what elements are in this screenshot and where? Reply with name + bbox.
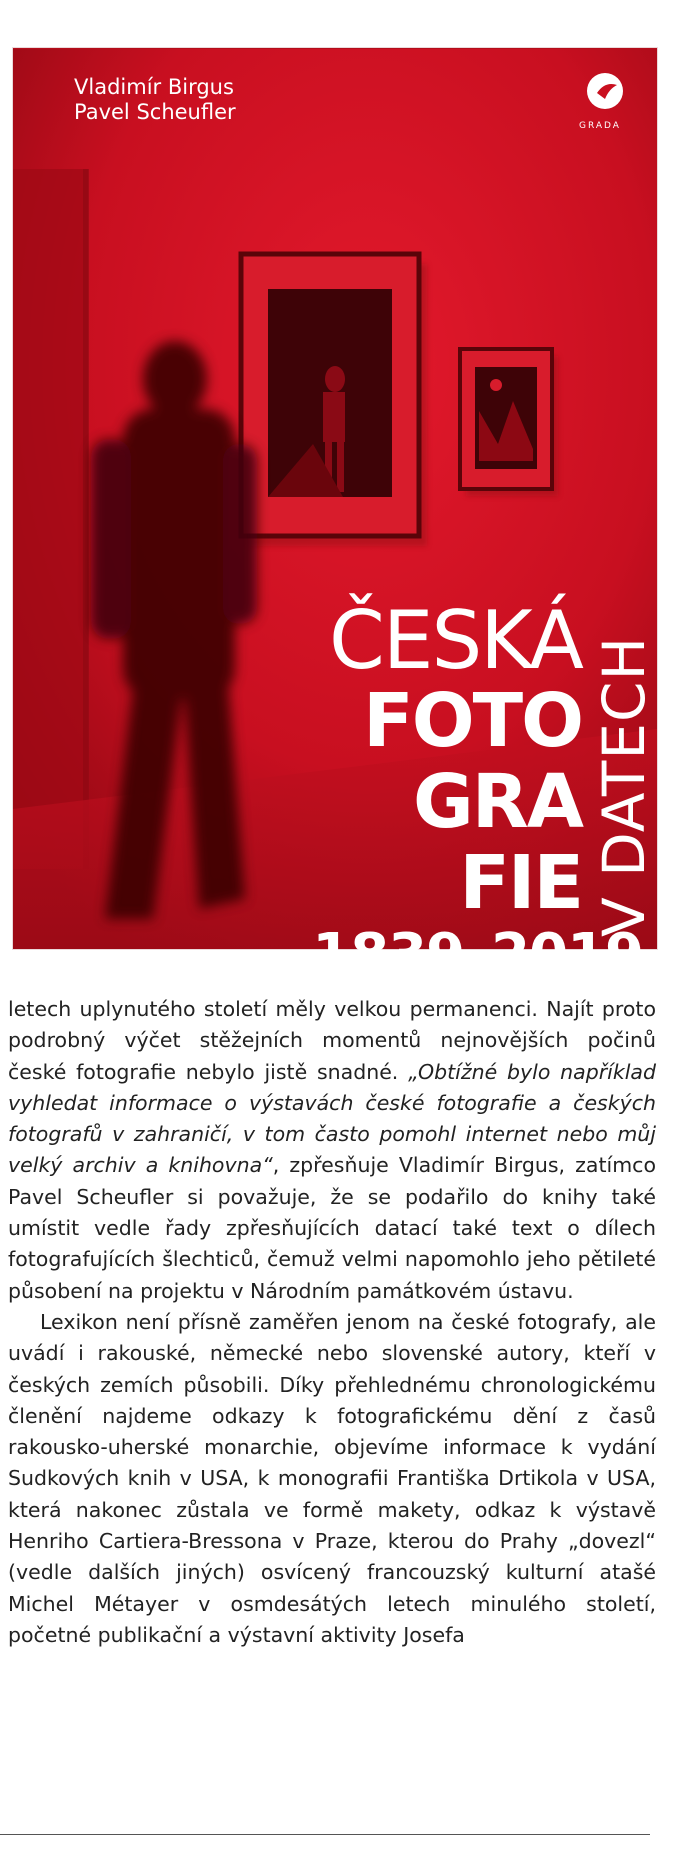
- publisher-logo: [565, 71, 635, 141]
- article-paragraph: [8, 994, 656, 1307]
- paragraph-text: letech uplynutého století měly velkou permanenci. Najít proto podrobný výčet stěžejních momentů nejnovějších počinů české fotografie nebylo jistě snadné.: [8, 997, 656, 1084]
- cover-title-line: FOTO: [363, 678, 582, 764]
- grada-logo-icon: [585, 71, 625, 111]
- article-paragraph: Lexikon není přísně zaměřen jenom na české fotografy, ale uvádí i rakouské, německé nebo slovenské autory, kteří v českých zemích působili. Díky přehlednému chronologickému členění najdeme odkazy k fotografickému dění z časů rakousko-uherské monarchie, objevíme informace k vydání Sudkových knih v USA, k monografii Františka Drtikola v USA, která nakonec zůstala ve formě makety, odkaz k výstavě Henriho Cartiera-Bressona v Praze, kterou do Prahy „dovezl“ (vedle dalších jiných) osvícený francouzský kulturní atašé Michel Métayer v osmdesátých letech minulého století, početné publikační a výstavní aktivity Josefa: [8, 1309, 656, 1647]
- author-name: Pavel Scheufler: [74, 100, 236, 124]
- cover-title-line: FIE: [459, 840, 582, 926]
- cover-years: 1839–2019: [312, 922, 643, 987]
- divider-line: [0, 1834, 650, 1835]
- quote-text: „Obtížné bylo například vyhledat informace o výstavách české fotografie a českých fotografů v zahraničí, v tom často pomohl internet nebo můj velký archiv a knihovna“: [8, 1059, 656, 1178]
- book-cover: [13, 48, 658, 987]
- cover-title-vertical: V DATECH: [590, 635, 658, 937]
- publisher-name: GRADA: [579, 121, 621, 131]
- cover-title-line: ČESKÁ: [329, 594, 582, 687]
- author-name: Vladimír Birgus: [74, 75, 234, 99]
- cover-title-line: GRA: [413, 759, 582, 845]
- paragraph-text: , zpřesňuje Vladimír Birgus, zatímco Pavel Scheufler si považuje, že se podařilo do knihy také umístit vedle řady zpřesňujících datací také text o dílech fotografujících šlechticů, čemuž velmi napomohlo jeho pětileté působení na projektu v Národním památkovém ústavu.: [8, 1153, 656, 1303]
- cover-authors: [74, 75, 236, 125]
- article-text: [8, 994, 656, 1651]
